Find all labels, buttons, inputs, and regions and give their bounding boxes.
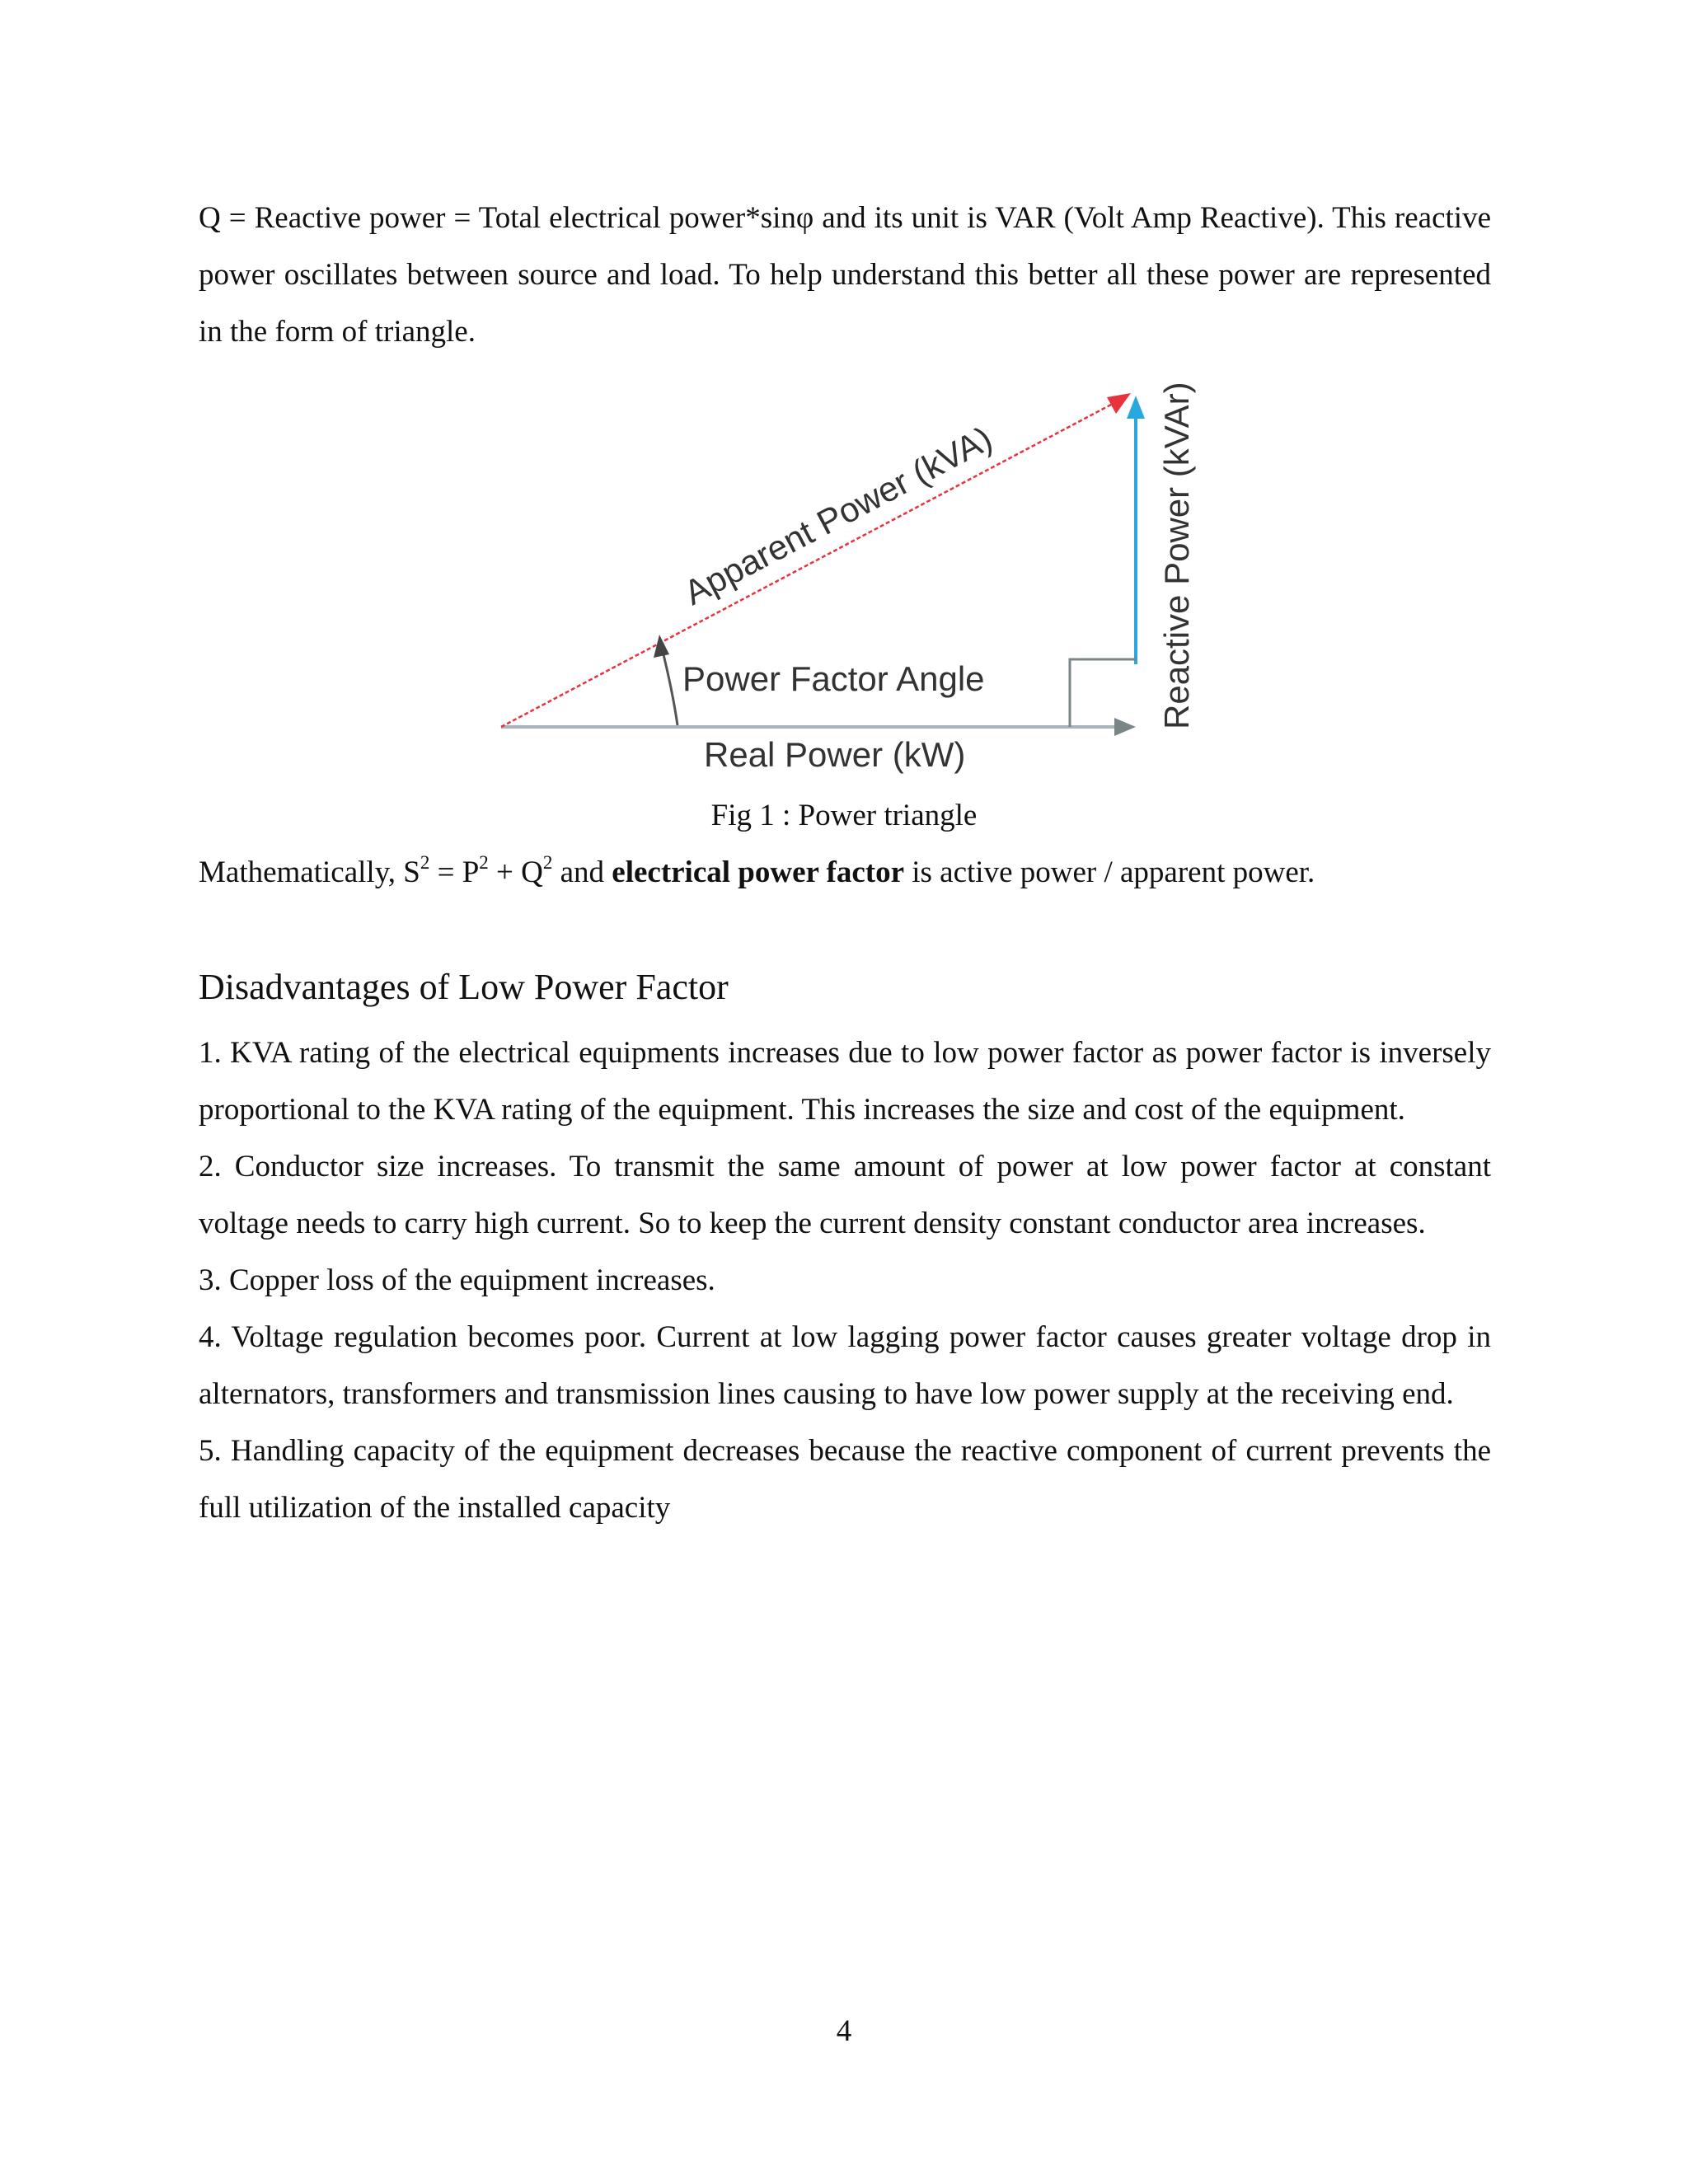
list-item: 2. Conductor size increases. To transmit the same amount of power at low power factor at constant voltage needs to carry high current. So to keep the current density constant conductor area increases.	[199, 1150, 1491, 1240]
math-plus: + Q	[488, 855, 543, 889]
power-factor-angle-arc	[661, 644, 678, 725]
right-angle-marker	[1070, 659, 1136, 727]
power-factor-angle-label: Power Factor Angle	[682, 659, 985, 698]
reactive-power-label: Reactive Power (kVAr)	[1157, 382, 1196, 729]
power-triangle-figure	[486, 354, 1212, 791]
disadvantages-list	[199, 1024, 1491, 1536]
list-item: 3. Copper loss of the equipment increases.	[199, 1263, 715, 1297]
apparent-power-arrowhead	[1107, 393, 1131, 414]
apparent-power-label: Apparent Power (kVA)	[678, 418, 999, 612]
section-heading: Disadvantages of Low Power Factor	[199, 967, 729, 1007]
page-number: 4	[836, 2014, 852, 2048]
list-item: 5. Handling capacity of the equipment decreases because the reactive component of current prevents the full utilization of the installed capacity	[199, 1434, 1491, 1525]
real-power-label: Real Power (kW)	[704, 735, 966, 774]
math-and: and	[552, 855, 612, 889]
list-item: 4. Voltage regulation becomes poor. Current at low lagging power factor causes greater voltage drop in alternators, transformers and transmission lines causing to have low power supply at the receiving end.	[199, 1320, 1491, 1411]
list-item: 1. KVA rating of the electrical equipments increases due to low power factor as power factor is inversely proportional to the KVA rating of the equipment. This increases the size and cost of the equipment.	[199, 1036, 1491, 1127]
reactive-power-arrowhead	[1127, 396, 1145, 419]
math-suffix: is active power / apparent power.	[904, 855, 1315, 889]
math-paragraph-block	[199, 844, 1491, 901]
intro-paragraph: Q = Reactive power = Total electrical power*sinφ and its unit is VAR (Volt Amp Reactive). This reactive power oscillates between source and load. To help understand this better all these power are represented in the form of triangle.	[199, 201, 1491, 349]
math-paragraph	[199, 844, 1491, 901]
figure-caption: Fig 1 : Power triangle	[710, 799, 978, 832]
math-sup-q: 2	[542, 851, 553, 873]
math-sup-p: 2	[479, 851, 489, 873]
real-power-arrowhead	[1114, 718, 1136, 736]
math-prefix: Mathematically, S	[199, 855, 420, 889]
math-eq: = P	[429, 855, 480, 889]
intro-paragraph-block	[199, 190, 1491, 360]
math-sup-s: 2	[420, 851, 430, 873]
power-factor-term: electrical power factor	[612, 855, 904, 889]
power-triangle-diagram	[486, 354, 1212, 791]
